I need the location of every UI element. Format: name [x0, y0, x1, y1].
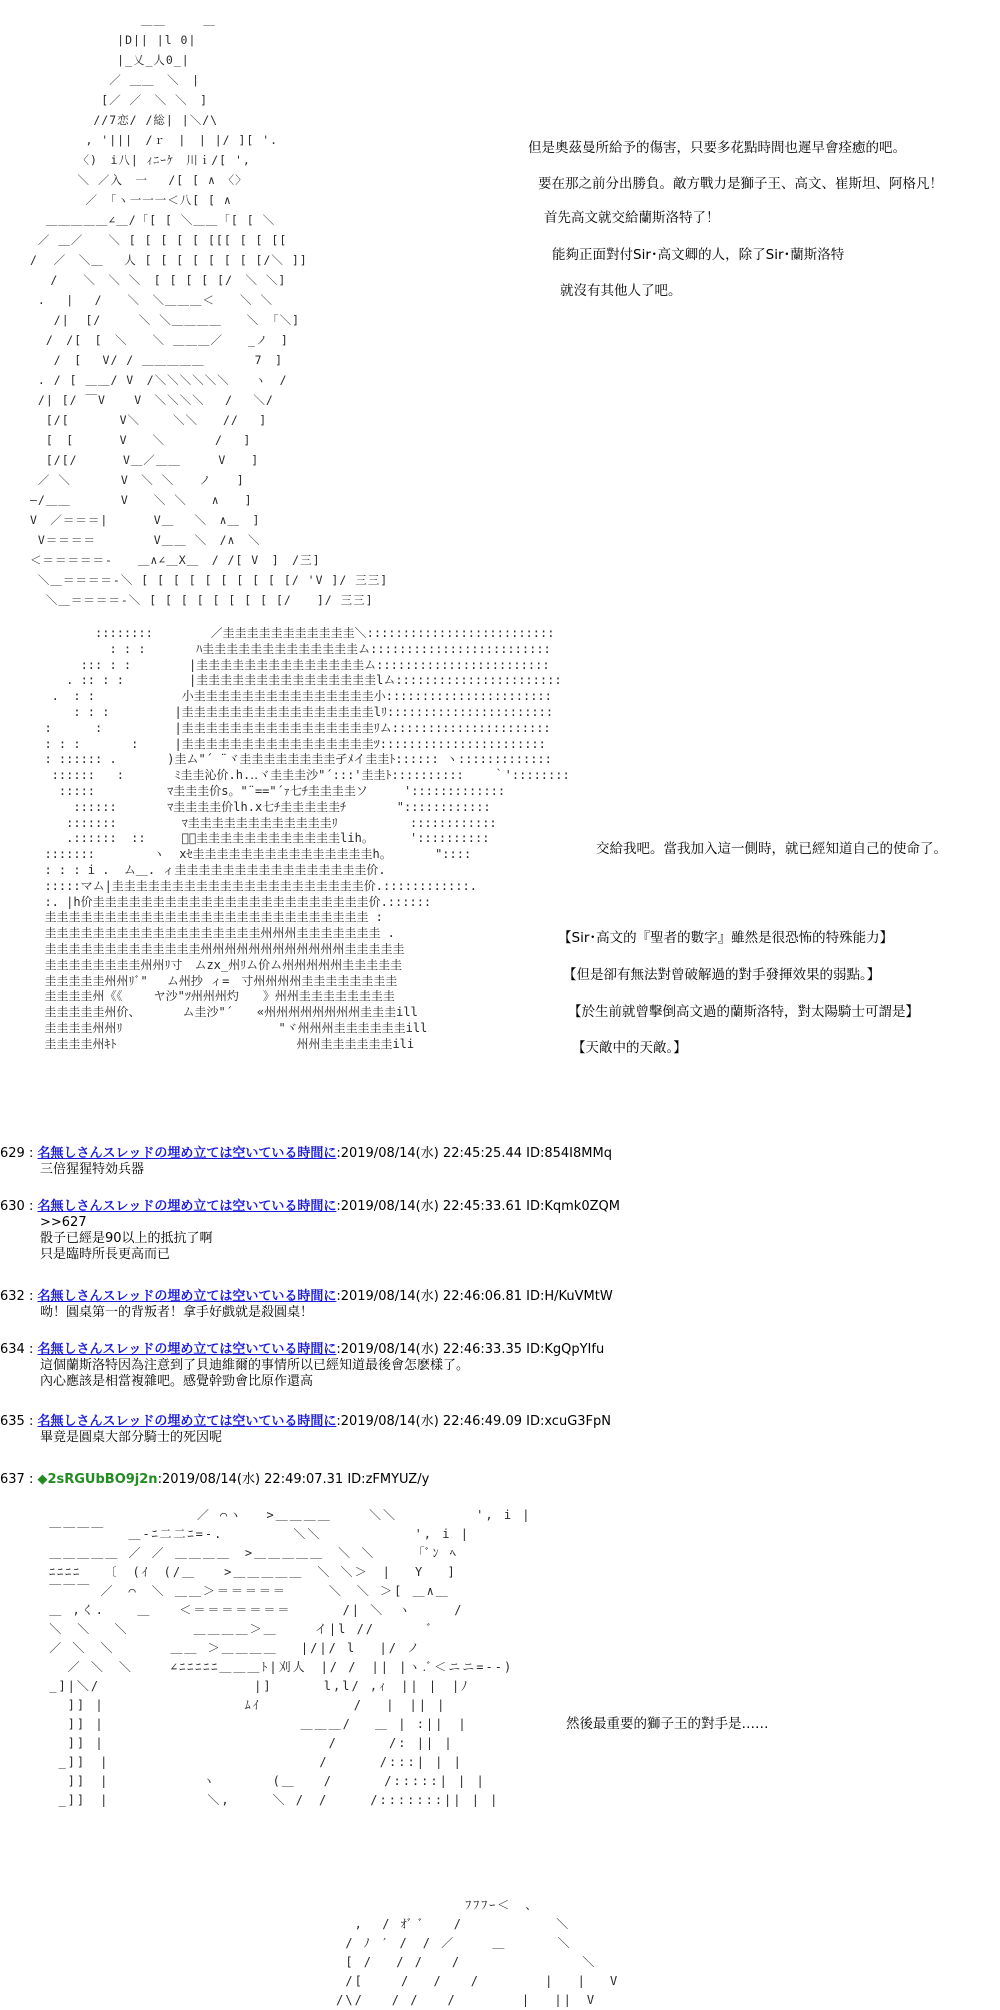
poster-name-link[interactable]: 名無しさんスレッドの埋め立ては空いている時間に [37, 1342, 337, 1357]
thread-post [0, 1472, 980, 1488]
post-meta: :2019/08/14(水) 22:49:07.31 ID:zFMYUZ/y [157, 1472, 430, 1487]
post-number: 630 : [0, 1199, 38, 1214]
ascii-art-lancelot-sword: ／ ⌒ヽ >＿＿＿＿ ＼＼ ', i | ￣￣￣￣ ＿-ﾆ二二ﾆ=-. ＼＼ ', i | ＿＿＿＿＿ ／ ／ ＿＿＿＿ >＿＿＿＿＿ ＼ ＼ 「ﾞﾝ ﾍ ﾆﾆﾆﾆ 〔 (ｲ (/＿ >＿＿＿＿＿ ＼ ＼＞ | Y ] ￣￣￣ ／ ⌒ ＼ ＿＿＞＝＝＝＝＝ ＼ ＼ ＞[ ＿∧＿ ＿ ,く. ＿ ＜＝＝＝＝＝＝＝ /| ＼ ヽ / ＼ ＼ ＼ ＿＿＿＿＞＿ イ|l // ﾞ ／ ＼ ＼ ＿＿ ＞＿＿＿＿ |/|/ l |/ ノ ／ ＼ ＼ ∠ﾆﾆﾆﾆﾆ＿＿＿ﾄ|刈人 |/ / || |ヽ.ﾞ＜ニニ=--) _]|＼/ |] l,l/ ,ｨ || | |ﾉ ]] | ﾑｲ / | || | ]] | ＿＿＿/ ＿ | :|| | ]] | / /: || | _]] | / /:::| | | ]] | ヽ (＿ / /:::::| | | _]] | ＼, ＼ / / /:::::::|| | | [49, 1508, 532, 1807]
post-number: 637 : [0, 1472, 38, 1487]
post-meta: :2019/08/14(水) 22:46:33.35 ID:KgQpYIfu [336, 1342, 605, 1357]
poster-name-link[interactable]: 名無しさんスレッドの埋め立ては空いている時間に [37, 1289, 337, 1304]
post-meta: :2019/08/14(水) 22:46:06.81 ID:H/KuVMtW [336, 1289, 613, 1304]
thread-post [0, 1199, 980, 1263]
post-meta: :2019/08/14(水) 22:45:33.61 ID:Kqmk0ZQM [336, 1199, 620, 1214]
ascii-art-knight-portrait: ＿＿ ＿ |D|| |l 0| |_乂_人0_| ／ ＿＿ ＼ | [／ ／ ＼ ＼ ] //7恋/ /総| |＼/\ , '||| /ｒ | | |/ ][ '. 〈) i八| ｨﾆｰｹ 川ｉ/[ ', ＼ ／入 一 /[ [ ∧ 〈〉 ／ 「ヽ一一一＜八[ [ ∧ ＿＿＿＿＿∠＿/「[ [ ＼＿＿「[ [ ＼ ／ ＿／ ＼ [ [ [ [ [ [[[ [ [ [[ / ／ ＼＿ 人 [ [ [ [ [ [ [ [/＼ ]] / ＼ ＼ ＼ [ [ [ [ [/ ＼ ＼] . | / ＼ ＼＿＿＿＜ ＼ ＼ /| [/ ＼ ＼＿＿＿＿ ＼ 「＼] / /[ [ ＼ ＼ ＿＿＿／ _ノ ] / [ V/ / ＿＿＿＿＿ 7 ] . / [ ＿＿/ V /＼＼＼＼＼＼ ヽ / /| [/ ￣V V ＼＼＼＼ / ＼/ [/[ V＼ ＼＼ // ] [ [ V ＼ / ] [/[/ V＿／＿＿ V ] ／ ＼ V ＼ ＼ ノ ] ―/＿＿ V ＼ ＼ ∧ ] V ／＝＝＝| V＿ ＼ ∧＿ ] V＝＝＝＝ V＿＿ ＼ /∧ ＼ ＜＝＝＝＝＝- ＿∧∠＿X＿ / /[ V ] /三] ＼＿＝＝＝＝-＼ [ [ [ [ [ [ [ [ [ [/ 'V ]/ 三三] ＼＿＝＝＝＝-＼ [ [ [ [ [ [ [ [ [/ ]/ 三三] [30, 13, 389, 607]
post-body: 呦！圓桌第一的背叛者！拿手好戲就是殺圓桌！ [40, 1305, 314, 1320]
narration-line: 【天敵中的天敵。】 [572, 1040, 687, 1056]
poster-name-link[interactable]: 名無しさんスレッドの埋め立ては空いている時間に [37, 1414, 337, 1429]
post-number: 632 : [0, 1289, 38, 1304]
post-meta: :2019/08/14(水) 22:45:25.44 ID:854I8MMq [336, 1146, 612, 1161]
speech-line: 交給我吧。當我加入這一側時，就已經知道自己的使命了。 [596, 841, 947, 857]
speech-line: 要在那之前分出勝負。敵方戰力是獅子王、高文、崔斯坦、阿格凡！ [538, 176, 943, 192]
poster-name-link[interactable]: 名無しさんスレッドの埋め立ては空いている時間に [37, 1146, 337, 1161]
thread-post [0, 1342, 980, 1390]
narration-line: 【於生前就曾擊倒高文過的蘭斯洛特，對太陽騎士可謂是】 [568, 1004, 919, 1020]
speech-line: 就沒有其他人了吧。 [560, 283, 682, 299]
thread-post [0, 1289, 980, 1321]
ascii-art-knight-closeup: :::::::: ／圭圭圭圭圭圭圭圭圭圭圭＼:::::::::::::::::::::::::: : : : ﾊ圭圭圭圭圭圭圭圭圭圭圭圭圭ム::::::::::::::::::::::::: ::: : : |圭圭圭圭圭圭圭圭圭圭圭圭圭圭ム:::::::::::::::::::::::: . :: : : |圭圭圭圭圭圭圭圭圭圭圭圭圭圭圭lム::::::::::::::::::::::: . : : 小圭圭圭圭圭圭圭圭圭圭圭圭圭圭圭小::::::::::::::::::::::: : : : |圭圭圭圭圭圭圭圭圭圭圭圭圭圭圭圭lﾘ::::::::::::::::::::::: : : |圭圭圭圭圭圭圭圭圭圭圭圭圭圭圭圭ﾘム:::::::::::::::::::::: : : : : |圭圭圭圭圭圭圭圭圭圭圭圭圭圭圭圭ﾂ::::::::::::::::::::::: : :::::: . )圭ム"´ ¨ヾ圭圭圭圭圭圭圭圭孑ﾒイ圭圭ﾄ:::::: ヽ::::::::::::: :::::: : ﾐ圭圭沁价.h.‥ヾ圭圭圭沙"´:::'圭圭ﾄ:::::::::: ｀':::::::: ::::: ﾏ圭圭圭价s。"¨=="´ｧ七ﾁ圭圭圭圭ソ '::::::::::::: :::::: ﾏ圭圭圭圭价lh.x七ﾁ圭圭圭圭圭ﾁ ":::::::::::: ::::::: ﾏ圭圭圭圭圭圭圭圭圭圭圭圭ﾘ :::::::::::: .:::::: :: ﾞ》圭圭圭圭圭圭圭圭圭圭圭圭lih。 ':::::::::: ::::::: ヽ xｾ圭圭圭圭圭圭圭圭圭圭圭圭圭圭圭h。 ":::: : : : i . ム＿. ィ圭圭圭圭圭圭圭圭圭圭圭圭圭圭圭圭价. :::::マム|圭圭圭圭圭圭圭圭圭圭圭圭圭圭圭圭圭圭圭圭圭价.::::::::::::. :. |h价圭圭圭圭圭圭圭圭圭圭圭圭圭圭圭圭圭圭圭圭圭圭圭价.:::::: 圭圭圭圭圭圭圭圭圭圭圭圭圭圭圭圭圭圭圭圭圭圭圭圭圭圭圭 : 圭圭圭圭圭圭圭圭圭圭圭圭圭圭圭圭圭圭州州州圭圭圭圭圭圭圭 . 圭圭圭圭圭圭圭圭圭圭圭圭圭州州州州州州州州州州州州圭圭圭圭圭 圭圭圭圭圭圭圭圭州州ﾘ寸 ムzx_州ﾘム价ム州州州州州圭圭圭圭圭 圭圭圭圭圭州州ﾘﾞ" ム州抄 ィ= 寸州州州州圭圭圭圭圭圭圭圭 圭圭圭圭州《《 ヤ沙"ﾂ州州州灼 》州州圭圭圭圭圭圭圭圭 圭圭圭圭圭州价、 ム圭沙"´ «州州州州州州州州圭圭圭ill 圭圭圭圭州州ﾘ "ヾ州州州圭圭圭圭圭圭ill 圭圭圭圭州ｷﾄ 州州圭圭圭圭圭圭ili [44, 626, 570, 1051]
post-meta: :2019/08/14(水) 22:46:49.09 ID:xcuG3FpN [336, 1414, 611, 1429]
poster-name-link[interactable]: 名無しさんスレッドの埋め立ては空いている時間に [37, 1199, 337, 1214]
thread-post [0, 1414, 980, 1446]
speech-line: 首先高文就交給蘭斯洛特了！ [544, 210, 720, 226]
post-body: 畢竟是圓桌大部分騎士的死因呢 [40, 1430, 223, 1445]
narration-line: 【Sir･高文的『聖者的數字』雖然是很恐怖的特殊能力】 [558, 930, 894, 946]
post-number: 629 : [0, 1146, 38, 1161]
poster-tripcode: ◆2sRGUbBO9j2n [37, 1472, 158, 1487]
post-number: 635 : [0, 1414, 38, 1429]
post-body: >>627 骰子已經是90以上的抵抗了啊 只是臨時所長更高而已 [40, 1215, 213, 1262]
post-body: 三倍猩猩特効兵器 [40, 1162, 145, 1177]
narration-line: 【但是卻有無法對曾破解過的對手發揮效果的弱點。】 [563, 967, 881, 983]
speech-line: 能夠正面對付Sir･高文卿的人，除了Sir･蘭斯洛特 [552, 247, 845, 263]
speech-line: 然後最重要的獅子王的對手是…… [566, 1716, 769, 1732]
post-body: 這個蘭斯洛特因為注意到了貝迪維爾的事情所以已經知道最後會怎麽樣了。 內心應該是相當複雜吧。感覺幹勁會比原作還高 [40, 1358, 470, 1389]
post-number: 634 : [0, 1342, 38, 1357]
speech-line: 但是奧茲曼所給予的傷害，只要多花點時間也遲早會痊癒的吧。 [528, 140, 906, 156]
ascii-art-lion-king-partial: ﾌﾌﾌｰ＜ 、 , / ｵﾞ ﾞ / ＼ / ﾉ ′ / / ／ ＿ ＼ [ / / / / ＼ /[ / / / | | V /\/ / / / | || V [336, 1898, 620, 2007]
thread-post [0, 1146, 980, 1178]
